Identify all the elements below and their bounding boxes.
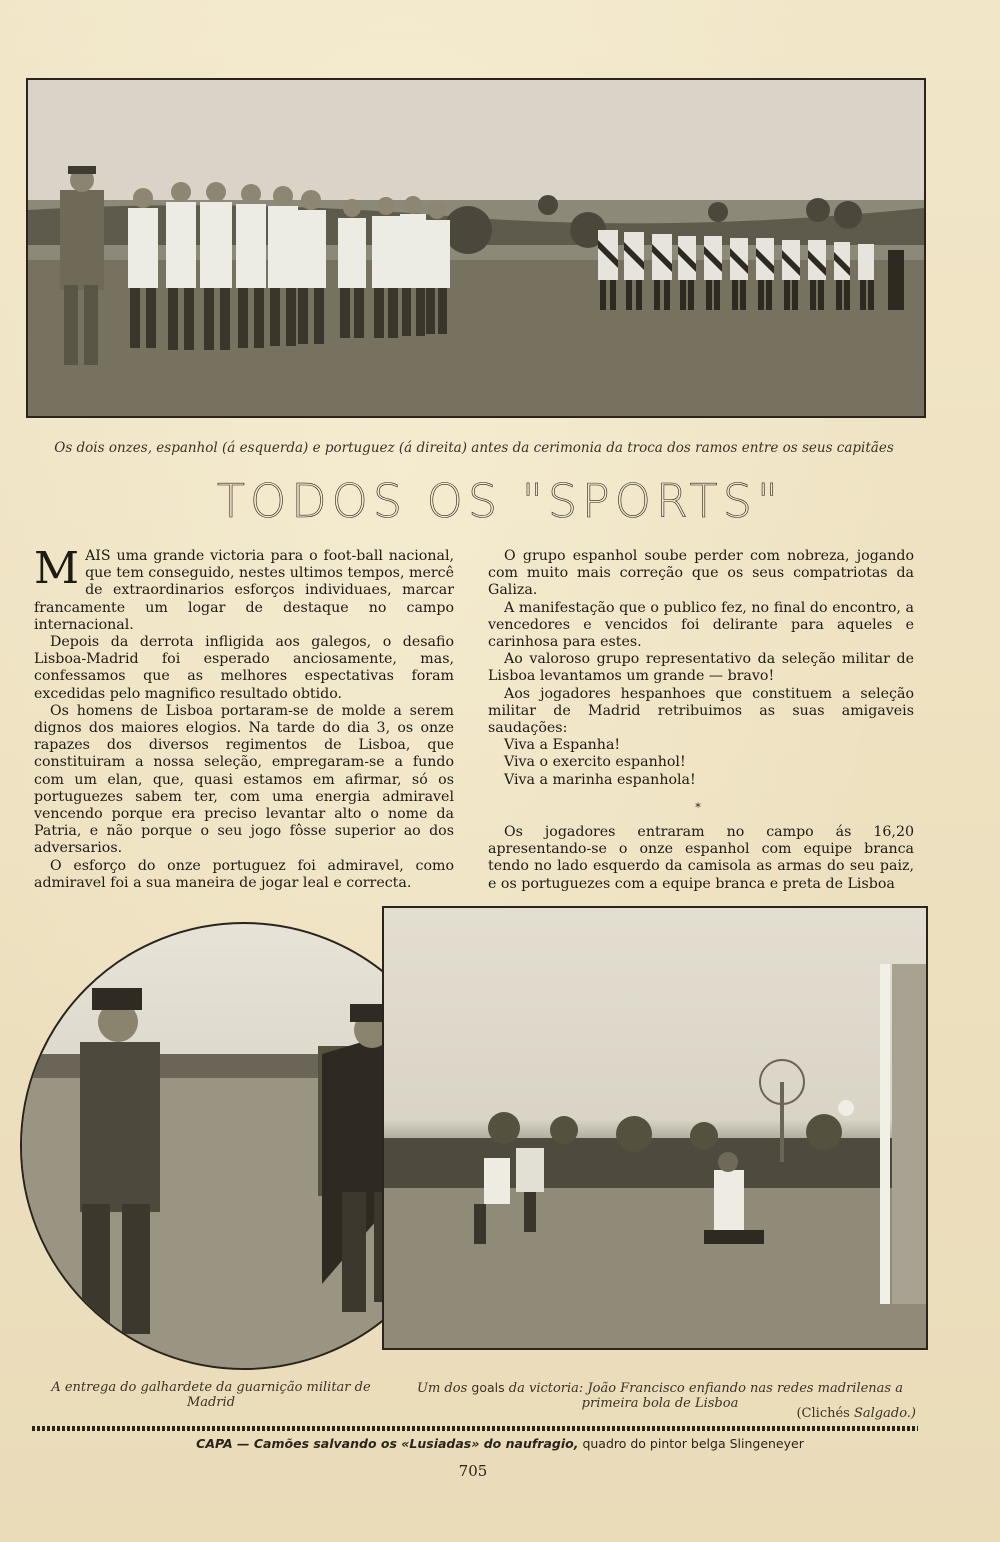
article-left-column (34, 543, 454, 892)
cheer-line-3: Viva a marinha espanhola! (504, 771, 696, 788)
cheer-line-2: Viva o exercito espanhol! (504, 754, 686, 771)
cover-note-text: quadro do pintor belga Slingeneyer (582, 1436, 804, 1451)
goal-illustration (384, 908, 926, 1348)
goal-caption-goals: goals (471, 1380, 505, 1395)
paragraph-7: Ao valoroso grupo representativo da seleção militar de Lisboa levantamos um grande — bravo! (488, 651, 914, 685)
cover-note-label: CAPA — Camões salvando os «Lusiadas» do naufragio, (196, 1436, 579, 1451)
teams-lineup-illustration (28, 80, 924, 416)
pennant-caption: A entrega do galhardete da guarnição militar de Madrid (51, 1380, 371, 1410)
paragraph-1-text: AIS uma grande victoria para o foot-ball nacional, que tem conseguido, nestes ultimos tempos, mercê de extraordinarios esforços individuaes, marcar francamente um logar de destaque no campo internacional. (34, 548, 454, 633)
paragraph-8: Aos jogadores hespanhoes que constituem a seleção militar de Madrid retribuimos as suas amigaveis saudações: (488, 685, 914, 737)
cover-note (0, 1436, 1000, 1451)
top-photo-caption: Os dois onzes, espanhol (á esquerda) e portuguez (á direita) antes da cerimonia da troca dos ramos entre os seus capitães (54, 440, 894, 456)
section-separator: * (695, 800, 707, 814)
dotted-rule (32, 1426, 918, 1431)
paragraph-5: O grupo espanhol soube perder com nobreza, jogando com muito mais correção que os seus compatriotas da Galiza. (488, 548, 914, 599)
photo-credit-prefix: (Clichés (796, 1406, 850, 1421)
goal-caption-text: da victoria: João Francisco enfiando nas redes madrilenas a primeira bola de Lisboa (508, 1381, 903, 1411)
goal-scene-photo (382, 906, 928, 1350)
photo-credit (600, 1406, 916, 1421)
paragraph-1 (34, 543, 454, 634)
teams-lineup-photo (26, 78, 926, 418)
article-headline: TODOS OS "SPORTS" (216, 474, 784, 528)
paragraph-4: O esforço do onze portuguez foi admiravel, como admiravel foi a sua maneira de jogar leal e correcta. (34, 857, 454, 891)
paragraph-2: Depois da derrota infligida aos galegos, o desafio Lisboa-Madrid foi esperado anciosamente, mas, confessamos que as melhores espectativas foram excedidas pelo magnifico resultado obtido. (34, 634, 454, 702)
drop-cap: M (34, 543, 80, 594)
goal-caption-lead: Um dos (417, 1381, 468, 1396)
paragraph-6: A manifestação que o publico fez, no final do encontro, a vencedores e vencidos foi delirante para aqueles e carinhosa para estes. (488, 599, 914, 651)
page-number: 705 (458, 1462, 488, 1480)
photo-credit-name: Salgado.) (853, 1406, 916, 1421)
article-right-column (488, 548, 914, 893)
paragraph-3: Os homens de Lisboa portaram-se de molde a serem dignos dos maiores elogios. Na tarde do dia 3, os onze rapazes dos diversos regimentos de Lisboa, que constituiram a nossa seleção, empregaram-se a fundo com um elan, que, quasi estamos em afirmar, só os portuguezes sabem ter, com uma energia admiravel vencendo porque era preciso levantar alto o nome da Patria, e não porque o seu jogo fôsse superior ao dos adversarios. (34, 702, 454, 857)
paragraph-9: Os jogadores entraram no campo ás 16,20 apresentando-se o onze espanhol com equipe branca tendo no lado esquerdo da camisola as armas do seu paiz, e os portuguezes com a equipe branca e preta de Lisboa (488, 824, 914, 892)
cheer-line-1: Viva a Espanha! (504, 737, 621, 754)
